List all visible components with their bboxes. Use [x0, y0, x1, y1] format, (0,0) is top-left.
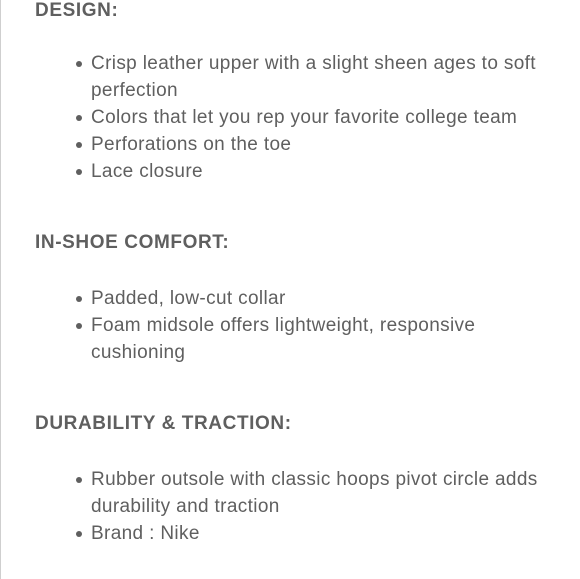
section-title-durability-traction: DURABILITY & TRACTION:	[35, 413, 292, 434]
list-item-text: Rubber outsole with classic hoops pivot circle adds durability and traction	[91, 469, 538, 517]
list-item-text: Perforations on the toe	[91, 134, 292, 155]
section-title-in-shoe-comfort: IN-SHOE COMFORT:	[35, 232, 230, 253]
list-item-text: Colors that let you rep your favorite college team	[91, 107, 518, 128]
section-design	[35, 0, 570, 185]
list-item	[35, 466, 570, 520]
list-item-text: Lace closure	[91, 161, 203, 182]
bullet-icon	[76, 323, 82, 329]
list-item	[35, 131, 570, 158]
list-item	[35, 312, 570, 366]
feature-list-design	[35, 50, 570, 185]
bullet-icon	[76, 142, 82, 148]
product-description	[35, 0, 570, 547]
list-item-text: Padded, low-cut collar	[91, 288, 286, 309]
list-item	[35, 158, 570, 185]
list-item	[35, 104, 570, 131]
left-border	[0, 0, 1, 579]
list-item-text: Foam midsole offers lightweight, responsive cushioning	[91, 315, 476, 363]
list-item-text: Brand : Nike	[91, 523, 200, 544]
list-item	[35, 285, 570, 312]
feature-list-in-shoe-comfort	[35, 285, 570, 366]
bullet-icon	[76, 296, 82, 302]
feature-list-durability-traction	[35, 466, 570, 547]
section-title-design: DESIGN:	[35, 0, 119, 21]
bullet-icon	[76, 531, 82, 537]
bullet-icon	[76, 477, 82, 483]
bullet-icon	[76, 115, 82, 121]
section-in-shoe-comfort	[35, 231, 570, 366]
section-durability-traction	[35, 412, 570, 547]
list-item-text: Crisp leather upper with a slight sheen ages to soft perfection	[91, 53, 536, 101]
list-item	[35, 520, 570, 547]
bullet-icon	[76, 169, 82, 175]
bullet-icon	[76, 61, 82, 67]
list-item	[35, 50, 570, 104]
